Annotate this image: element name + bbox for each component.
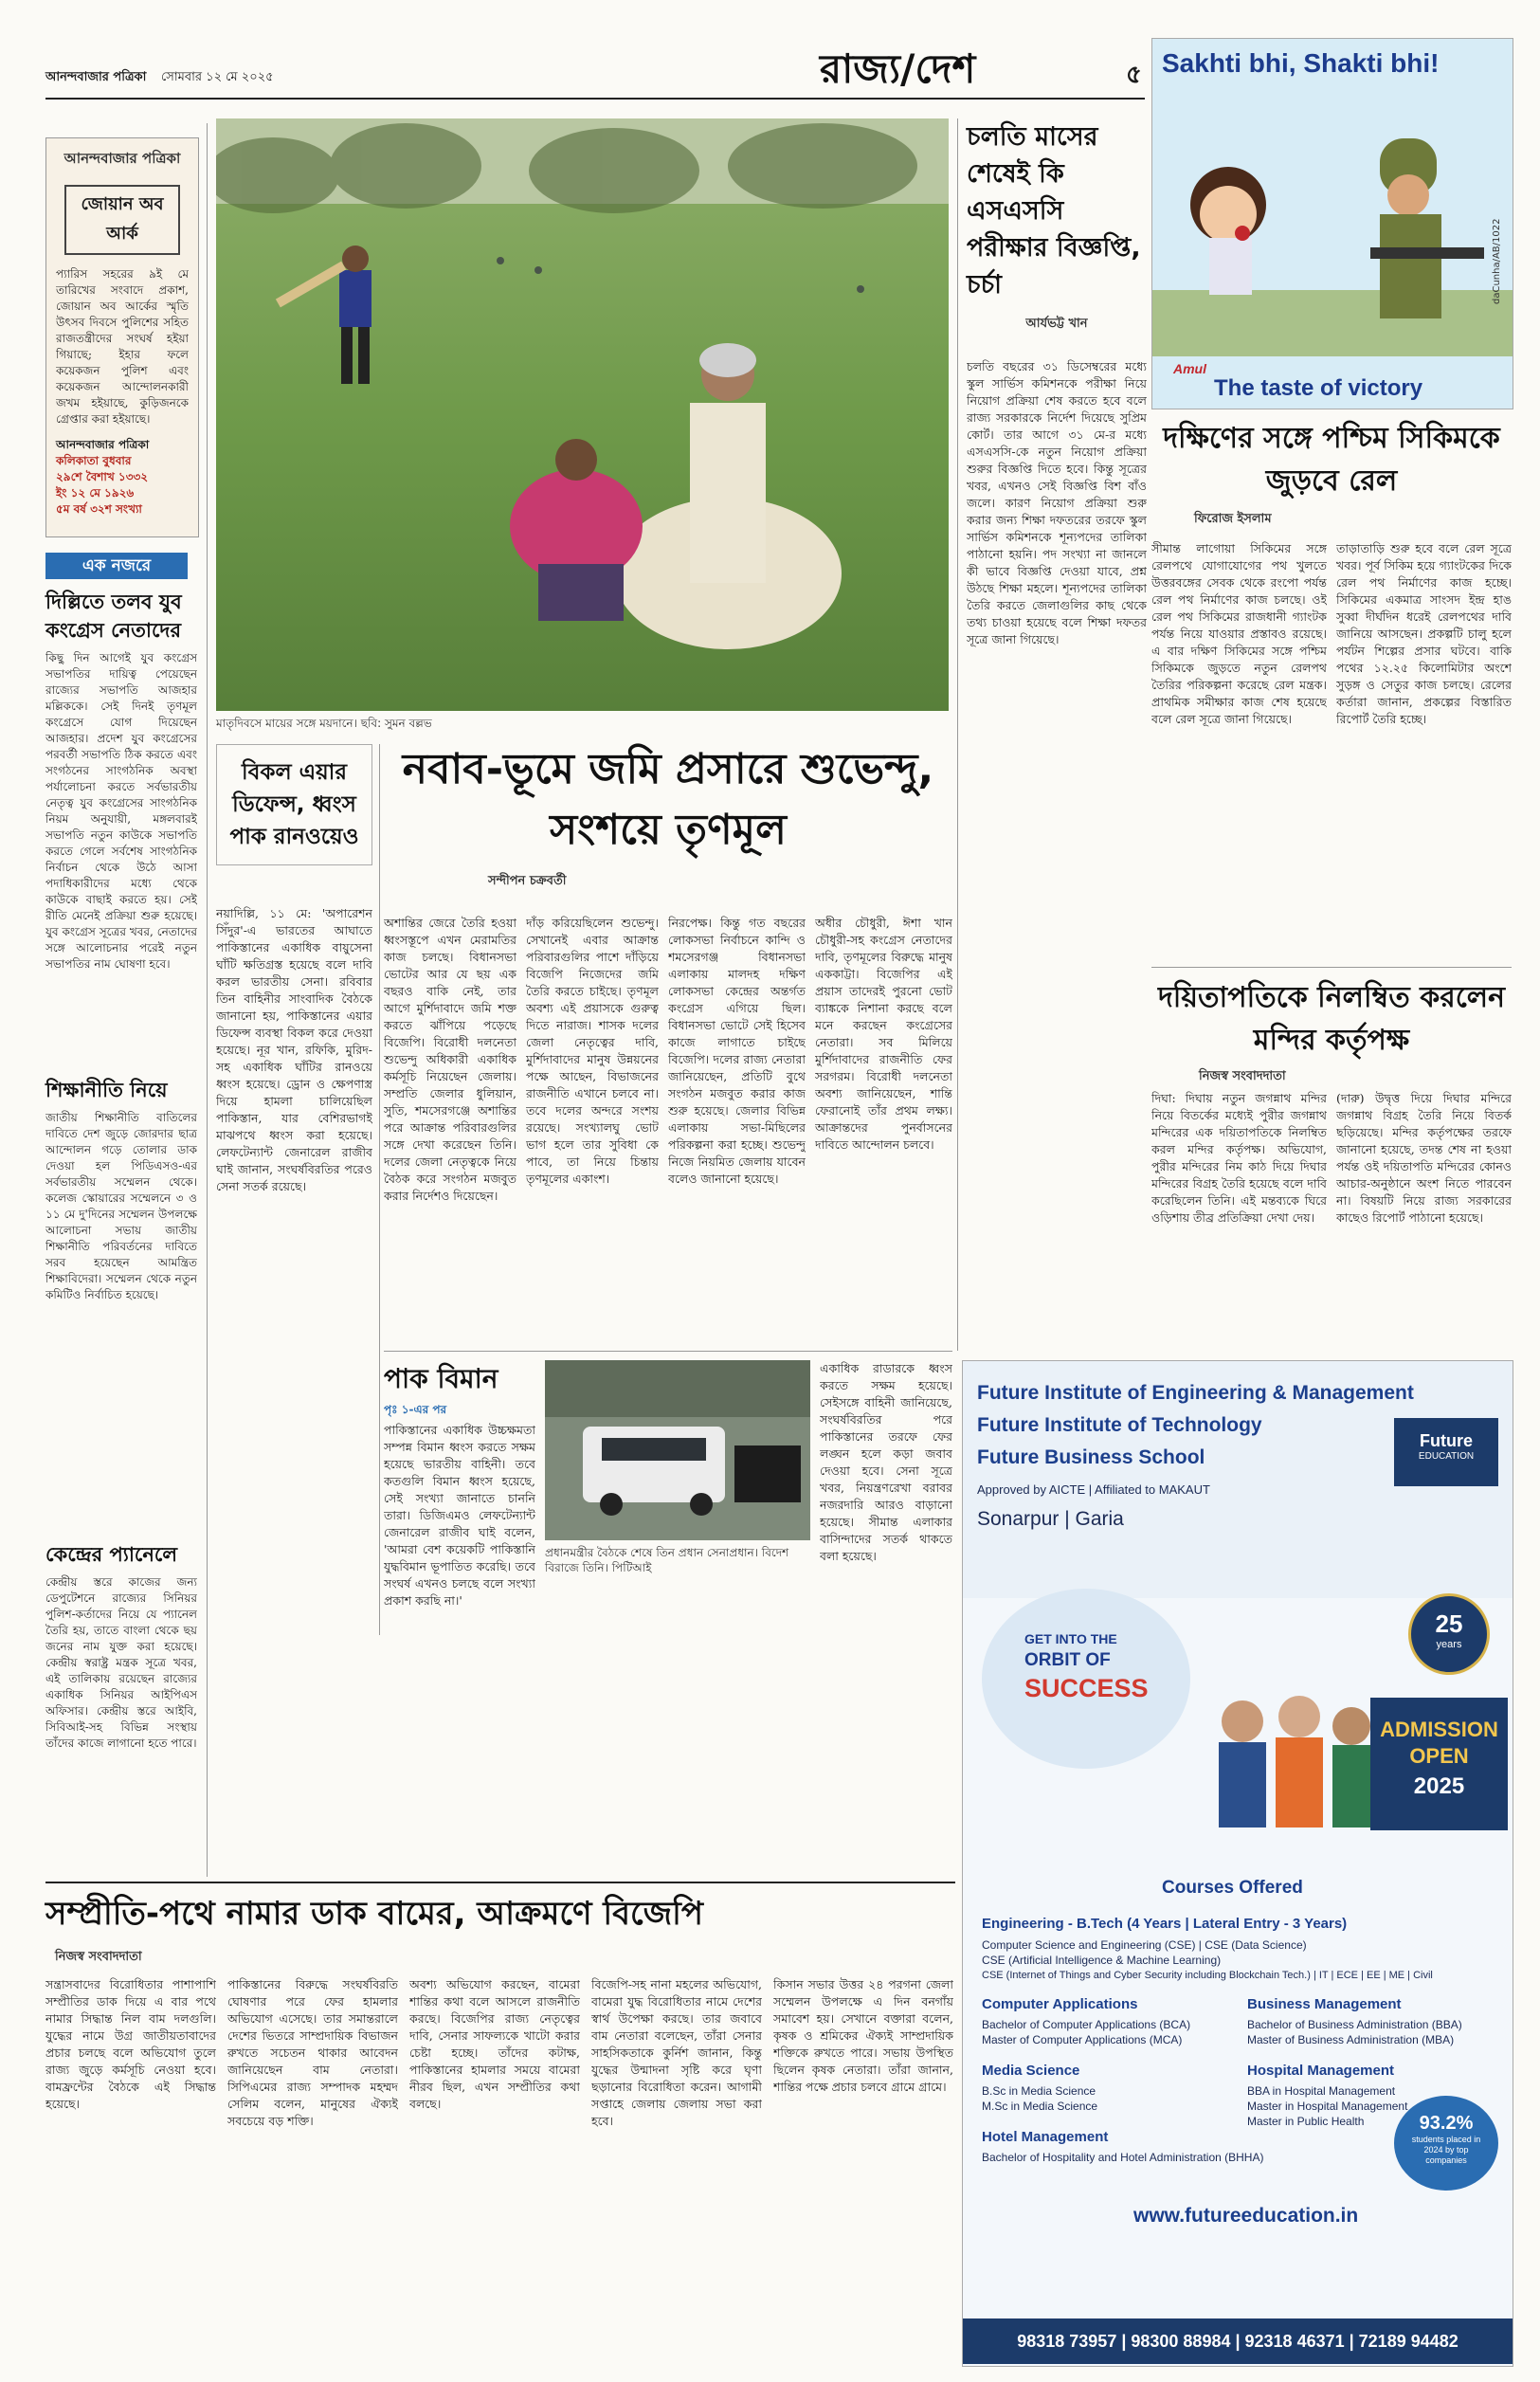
amul-tagline: The taste of victory: [1214, 375, 1423, 401]
courses-title: Courses Offered: [1162, 1878, 1303, 1898]
lead-bottom-rule: [384, 1351, 952, 1352]
bottom-story: [45, 1891, 955, 1968]
temple-story: [1151, 976, 1512, 1087]
ssc-story: [967, 118, 1147, 335]
brief-1-text: কিছু দিন আগেই যুব কংগ্রেস সভাপতির দায়িত্ব পেয়েছেন রাজ্যের সভাপতি আজহার মল্লিককে। সেই দিনই তৃণমূল কংগ্রেসে যোগ দিয়েছেন আজহার। প্রদেশ যুব কংগ্রেসের পরবর্তী সভাপতি ঠিক করতে এবং সংগঠনের সাংগঠনিক অবস্থা পর্যালোচনা করতে সর্বভারতীয় নেতৃত্ব যুব কংগ্রেসের সাংগঠনিক নিয়ম অনুযায়ী, মঙ্গলবারই সভাপতি নতুন কাউকে সভাপতি করতে গেলে সর্বশেষ সাংগঠনিক নির্বাচন থেকে উঠে আসা পদাধিকারীদের মধ্যে থেকে কাউকে বাছাই করতে হয়। সেই রীতি মেনেই প্রক্রিয়া শুরু হয়েছে। যুব কংগ্রেস সূত্রের খবর, নেতাদের সঙ্গে আলোচনার পরেই নতুন সভাপতির নাম ঘোষণা হবে।: [45, 651, 197, 971]
rail-col-2: তাড়াতাড়ি শুরু হবে বলে রেল সূত্রে খবর। পূর্ব সিকিম হয়ে গ্যাংটকের দিকে রেল পথ নির্মাণের কাজ হচ্ছে। সিকিমের একমাত্র সাংসদ ইন্দ্র হাঙ সুব্বা দীর্ঘদিন ধরেই রেলপথের দাবি জানিয়ে আসছেন। প্রকল্পটি চালু হলে পর্যটন শিল্পের প্রসার ঘটবে। বাকি পথের ১২.২৫ কিলোমিটার অংশে সুড়ঙ্গ ও সেতুর কাজ চলছে। রেলের কর্তারা জানান, প্রকল্পের বিস্তারিত রিপোর্ট তৈরি হচ্ছে।: [1336, 541, 1512, 726]
future-logo: [1394, 1418, 1498, 1486]
anniversary-badge: [1408, 1593, 1490, 1675]
ek-nojore-tag: এক নজরে: [45, 553, 188, 579]
rail-byline: ফিরোজ ইসলাম: [1194, 512, 1272, 526]
students-image: [1205, 1683, 1375, 1835]
admission-year: 2025: [1413, 1773, 1465, 1799]
orbit-text-1: GET INTO THE: [1024, 1631, 1117, 1646]
future-logo-sub: EDUCATION: [1418, 1451, 1475, 1462]
archive-heading: জোয়ান অব আর্ক: [64, 185, 180, 255]
lead-col-4: অধীর চৌধুরী, ঈশা খান চৌধুরী-সহ কংগ্রেস নেতাদের দাবি, তৃণমূলের বিরুদ্ধে মানুষ এককাট্টা। বিজেপির এই প্রয়াস তাদেরই পুরনো ভোট ব্যাঙ্ককে নিশানা করছে বলে মনে করছেন কংগ্রেসের নেতারা। সব মিলিয়ে মুর্শিদাবাদের রাজনীতি ফের সরগরম। বিরোধী দলনেতা অবশ্য জানিয়েছেন, শান্তি ফেরানোই তাঁর প্রথম লক্ষ্য। আক্রান্তদের পুনর্বাসনের দাবিতে আন্দোলন চলবে।: [815, 916, 952, 1152]
lead-byline: সন্দীপন চক্রবর্তী: [488, 874, 567, 888]
lead-story: [384, 739, 952, 892]
bottom-col-3: অবশ্য অভিযোগ করছেন, বামেরা শান্তির কথা বলে আসলে রাজনীতি করছে। বিজেপির রাজ্য নেতৃত্বের দাবি, সেনার সাফল্যকে খাটো করার চেষ্টা হচ্ছে। তাঁদের কটাক্ষ, পাকিস্তানের হামলার সময়ে বামেরা নীরব ছিল, এখন সম্প্রীতির কথা বলছে।: [409, 1977, 580, 2111]
course-ms-2: M.Sc in Media Science: [982, 2100, 1098, 2113]
admission-label: ADMISSION OPEN: [1380, 1718, 1498, 1768]
course-ca-1: Bachelor of Computer Applications (BCA): [982, 2018, 1191, 2031]
course-hm-3: Master in Public Health: [1247, 2115, 1365, 2128]
lead-col-3: নিরপেক্ষ। কিন্তু গত বছরের লোকসভা নির্বাচনে কান্দি ও শমসেরগঞ্জ বিধানসভা এলাকায় মালদহ দক্ষিণ লোকসভা কেন্দ্রের অন্তর্গত কংগ্রেস এগিয়ে ছিল। বিধানসভা ভোটে সেই হিসেব কাজে লাগাতে চাইছে বিজেপি। দলের রাজ্য নেতারা জানিয়েছেন, প্রতিটি বুথে সংগঠন মজবুত করার কাজ শুরু হয়েছে। জেলার বিভিন্ন এলাকায় সভা-মিছিলের পরিকল্পনা করা হচ্ছে। শুভেন্দু নিজে নিয়মিত জেলায় যাবেন বলেও জানানো হয়েছে।: [668, 916, 806, 1186]
orbit-text-2: ORBIT OF: [1024, 1650, 1111, 1670]
lead-col-2: দাঁড় করিয়েছিলেন শুভেন্দু। সেখানেই এবার আক্রান্ত পরিবারগুলির পাশে দাঁড়িয়ে বিজেপি নিজেদের জমি তৈরি করতে চাইছে। তৃণমূল অবশ্য এই প্রয়াসকে গুরুত্ব দিতে নারাজ। শাসক দলের জেলা নেতৃত্বের দাবি, মুর্শিদাবাদের মানুষ উন্নয়নের পক্ষে আছেন, বিভাজনের রাজনীতি এখানে চলবে না। তবে দলের অন্দরে সংশয় রয়েছে। সংখ্যালঘু ভোট ভাগ হলে তার সুবিধা কে পাবে, তা নিয়ে চিন্তায় তৃণমূলের একাংশ।: [526, 916, 659, 1186]
future-website[interactable]: www.futureeducation.in: [1133, 2205, 1359, 2227]
course-bm-1: Bachelor of Business Administration (BBA): [1247, 2018, 1462, 2031]
future-logo-text: Future: [1420, 1431, 1473, 1450]
brief-3: [45, 1540, 197, 1859]
pak-headline: পাক বিমান: [384, 1363, 498, 1394]
archive-footer-1: আনন্দবাজার পত্রিকা: [56, 438, 150, 451]
park-scene-image: [216, 118, 949, 711]
temple-col-2: (দারু) উদ্বৃত্ত দিয়ে দিঘার মন্দিরে জগন্নাথ বিগ্রহ তৈরি নিয়ে বিতর্ক ছড়িয়েছে। মন্দির কর্তৃপক্ষের তরফে জানানো হয়েছে, তদন্ত শেষ না হওয়া পর্যন্ত ওই দয়িতাপতি মন্দিরের কোনও আচার-অনুষ্ঠানে অংশ নিতে পারবেন না। বিষয়টি নিয়ে রাজ্য সরকারের কাছেও রিপোর্ট পাঠানো হয়েছে।: [1336, 1091, 1512, 1225]
brief-2-headline: শিক্ষানীতি নিয়ে: [45, 1079, 168, 1101]
amul-ad: [1151, 38, 1513, 409]
rail-story: [1151, 417, 1512, 530]
paper-name: আনন্দবাজার পত্রিকা: [45, 70, 147, 84]
badge-number: 25: [1435, 1609, 1463, 1638]
course-eng-3: CSE (Internet of Things and Cyber Security including Blockchain Tech.) | IT | ECE | EE | ME | Civil: [982, 1970, 1433, 1981]
brief-3-text: কেন্দ্রীয় স্তরে কাজের জন্য ডেপুটেশনে রাজ্যের সিনিয়র পুলিশ-কর্তাদের নিয়ে যে প্যানেল তৈরি হয়, তাতে বাংলা থেকে ছয় জনের নাম যুক্ত করা হয়েছে। কেন্দ্রীয় স্বরাষ্ট্র মন্ত্রক সূত্রে খবর, এই তালিকায় রয়েছেন রাজ্যের একাধিক সিনিয়র আইপিএস অফিসার। কেন্দ্রীয় স্তরে আইবি, সিবিআই-সহ বিভিন্ন সংস্থায় তাঁদের কাজে লাগানো হতে পারে।: [45, 1575, 197, 1750]
badge-text: years: [1436, 1639, 1462, 1650]
top-photo: [216, 118, 949, 711]
course-hotel-1: Bachelor of Hospitality and Hotel Administration (BHHA): [982, 2151, 1264, 2164]
bottom-col-5: কিসান সভার উত্তর ২৪ পরগনা জেলা সম্মেলন উপলক্ষে এ দিন বনগাঁয় সমাবেশ হয়। সেখানে বক্তারা বলেন, কৃষক ও শ্রমিকের ঐক্যই সাম্প্রদায়িক শক্তিকে রুখতে পারে। সভায় উপস্থিত ছিলেন কৃষক নেতারা। তাঁরা জানান, শান্তির পক্ষে প্রচার চলবে গ্রামে গ্রামে।: [773, 1977, 953, 2094]
course-hotel: Hotel Management: [982, 2129, 1109, 2145]
future-header: [963, 1361, 1513, 1598]
amul-logo: Amul: [1173, 361, 1206, 376]
course-ms: Media Science: [982, 2063, 1080, 2079]
orbit-text-3: SUCCESS: [1024, 1674, 1149, 1702]
future-line-2: Future Institute of Technology: [977, 1414, 1262, 1436]
course-hm-2: Master in Hospital Management: [1247, 2100, 1408, 2113]
bottom-byline: নিজস্ব সংবাদদাতা: [55, 1950, 142, 1964]
ssc-headline: চলতি মাসের শেষেই কি এসএসসি পরীক্ষার বিজ্ঞপ্তি, চর্চা: [967, 122, 1141, 300]
course-eng-2: CSE (Artificial Intelligence & Machine Learning): [982, 1954, 1222, 1967]
lead-col-1: অশান্তির জেরে তৈরি হওয়া ধ্বংসস্তূপে এখন মেরামতির কাজ চলছে। বিধানসভা ভোটের আর যে ছয় এক বছরও বাকি নেই, তার আগে মুর্শিদাবাদে জমি শক্ত করতে ঝাঁপিয়ে পড়েছে বিজেপি। বিরোধী দলনেতা শুভেন্দু অধিকারী একাধিক কর্মসূচি নিয়েছেন জেলায়। সম্প্রতি জেলার ধুলিয়ান, সুতি, শমসেরগঞ্জে অশান্তির পরে আক্রান্ত পরিবারগুলির সঙ্গে দেখা করেছেন তিনি। দলের জেলা নেতৃত্বকে নিয়ে বৈঠক করে সংগঠন মজবুত করার নির্দেশও দিয়েছেন।: [384, 916, 516, 1203]
amul-cartoon: [1152, 91, 1513, 356]
archive-footer-3: ২৯শে বৈশাখ ১৩৩২: [56, 470, 149, 483]
bottom-col-2: পাকিস্তানের বিরুদ্ধে সংঘর্ষবিরতি ঘোষণার পরে ফের হামলার অভিযোগ এসেছে। তার সমান্তরালে দেশের ভিতরে সাম্প্রদায়িক বিভাজন রুখতে সচেতন থাকার আবেদন জানিয়েছেন বাম নেতারা। সিপিএমের রাজ্য সম্পাদক মহম্মদ সেলিম বলেন, মানুষের ঐক্যই সবচেয়ে বড় শক্তি।: [227, 1977, 398, 2128]
placement-text: students placed in 2024 by top companies: [1411, 2135, 1481, 2165]
brief-2-text: জাতীয় শিক্ষানীতি বাতিলের দাবিতে দেশ জুড়ে জোরদার ছাত্র আন্দোলন গড়ে তোলার ডাক দেওয়া হল পিডিএসও-এর সর্বভারতীয় সম্মেলন থেকে। কলেজ স্কোয়ারের সম্মেলনে ৩ ও ১১ মে দু'দিনের সম্মেলন উপলক্ষে আলোচনা সভায় জাতীয় শিক্ষানীতি পরিবর্তনের দাবিতে সরব হয়েছেন আমন্ত্রিত শিক্ষাবিদেরা। সম্মেলন থেকে নতুন কমিটিও নির্বাচিত হয়েছে।: [45, 1111, 197, 1301]
pak-col-3: একাধিক রাডারকে ধ্বংস করতে সক্ষম হয়েছে। সেইসঙ্গে বাহিনী জানিয়েছে, সংঘর্ষবিরতির পরে পাকিস্তানের তরফে ফের লঙ্ঘন হলে কড়া জবাব দেওয়া হবে। সেনা সূত্রে খবর, নিয়ন্ত্রণরেখা বরাবর নজরদারি আরও বাড়ানো হয়েছে। সীমান্ত এলাকার বাসিন্দাদের সতর্ক থাকতে বলা হয়েছে।: [820, 1361, 952, 1563]
lead-headline: নবাব-ভূমে জমি প্রসারে শুভেন্দু, সংশয়ে তৃণমূল: [402, 745, 934, 854]
archive-footer: [56, 437, 189, 518]
course-bm-2: Master of Business Administration (MBA): [1247, 2033, 1455, 2046]
mid-divider: [379, 744, 380, 1635]
pak-continued: পৃঃ ১-এর পর: [384, 1403, 447, 1416]
bottom-col-1: সন্ত্রাসবাদের বিরোধিতার পাশাপাশি সম্প্রীতির ডাক দিয়ে এ বার পথে নামার সিদ্ধান্ত নিল বাম দলগুলি। যুদ্ধের নামে উগ্র জাতীয়তাবাদের প্রচার চলছে বলে অভিযোগ তুলে রাজ্য জুড়ে কর্মসূচি নেওয়া হবে। বামফ্রন্টের বৈঠকে এই সিদ্ধান্ত হয়েছে।: [45, 1977, 216, 2111]
rail-headline: দক্ষিণের সঙ্গে পশ্চিম সিকিমকে জুড়বে রেল: [1163, 422, 1500, 498]
bottom-story-top-rule: [45, 1882, 955, 1883]
future-line-1: Future Institute of Engineering & Management: [977, 1382, 1414, 1404]
amul-headline: Sakhti bhi, Shakti bhi!: [1162, 48, 1440, 78]
future-line-3: Future Business School: [977, 1446, 1205, 1468]
future-ad: [962, 1360, 1513, 2367]
future-phones: 98318 73957 | 98300 88984 | 92318 46371 | 72189 94482: [963, 2318, 1513, 2364]
pak-story: [384, 1360, 535, 1421]
brief-1: [45, 588, 197, 1086]
ssc-col-1: চলতি বছরের ৩১ ডিসেম্বরের মধ্যে স্কুল সার্ভিস কমিশনকে পরীক্ষা নিয়ে নিয়োগ প্রক্রিয়া শেষ করতে হবে বলে রাজ্য সরকারকে নির্দেশ দিয়েছে সুপ্রিম কোর্ট। তার আগে ৩১ মে-র মধ্যে এসএসসি-কে নতুন নিয়োগ প্রক্রিয়া শুরুর বিজ্ঞপ্তি দিতে হবে। কিন্তু সূত্রের খবর, এখনও সেই বিজ্ঞপ্তি বিশ বাঁও জলে। কারণ নিয়োগ প্রক্রিয়া শুরু করার জন্য শিক্ষা দফতরের তরফে স্কুল সার্ভিস কমিশনকে শূন্যপদের তালিকা পাঠানো হয়নি। পদ সংখ্যা না জানলে কী ভাবে বিজ্ঞপ্তি দেওয়া যাবে, প্রশ্ন উঠছে শিক্ষা মহলে। শূন্যপদের তালিকা তৈরি করতে জেলাগুলির কাছ থেকে তথ্য চাওয়া হয়েছে বলে শিক্ষা দফতর সূত্রে জানা গিয়েছে।: [967, 359, 1147, 646]
pak-col-1: পাকিস্তানের একাধিক উচ্চক্ষমতা সম্পন্ন বিমান ধ্বংস করতে সক্ষম হয়েছে ভারতীয় বাহিনী। তবে কতগুলি বিমান ধ্বংস হয়েছে, সেই সংখ্যা জানাতে চাননি তারা। ডিজিএমও লেফটেন্যান্ট জেনারেল রাজীব ঘাই বলেন, 'আমরা বেশ কয়েকটি পাকিস্তানি যুদ্ধবিমান ভূপাতিত করেছি। তবে সংঘর্ষ এখনও চলছে বলে সংখ্যা প্রকাশ করছি না।': [384, 1423, 535, 1608]
top-photo-caption: মাতৃদিবসে মায়ের সঙ্গে ময়দানে। ছবি: সুমন বল্লভ: [216, 717, 432, 730]
course-bm: Business Management: [1247, 1996, 1402, 2012]
rail-col-1: সীমান্ত লাগোয়া সিকিমের সঙ্গে রেলপথে যোগাযোগের পথ খুলতে উত্তরবঙ্গের সেবক থেকে রংপো পর্যন্ত রেল পথ নির্মাণের কাজ চলছে। ওই রেল পথ সিকিমের রাজধানী গ্যাংটক পর্যন্ত নিয়ে যাওয়ার প্রস্তাবও রয়েছে। এ বার দক্ষিণ সিকিমের সঙ্গে পশ্চিম সিকিমকে জুড়তে নতুন রেলপথ তৈরির পরিকল্পনা করেছে রেল মন্ত্রক। প্রাথমিক সমীক্ষার কাজ শেষ হয়েছে বলে রেল সূত্রে জানা গিয়েছে।: [1151, 541, 1327, 726]
bottom-headline: সম্প্রীতি-পথে নামার ডাক বামের, আক্রমণে বিজেপি: [45, 1895, 703, 1933]
airdefence-text: নয়াদিল্লি, ১১ মে: 'অপারেশন সিঁদুর'-এ ভারতের আঘাতে পাকিস্তানের একাধিক বায়ুসেনা ঘাঁটি ক্ষতিগ্রস্ত হয়েছে বলে দাবি করল ভারতীয় সেনা। রবিবার তিন বাহিনীর সাংবাদিক বৈঠকে জানানো হয়, পাকিস্তানের এয়ার ডিফেন্স ব্যবস্থা বিকল করে দেওয়া হয়েছে। নূর খান, রফিকি, মুরিদ-সহ একাধিক ঘাঁটির রানওয়ে ধ্বংস হয়েছে। ড্রোন ও ক্ষেপণাস্ত্র দিয়ে হামলা চালিয়েছিল পাকিস্তান, যার বেশিরভাগই মাঝপথে ধ্বংস করা হয়েছে। লেফটেন্যান্ট জেনারেল রাজীব ঘাই জানান, সংঘর্ষবিরতির পরেও সেনা সতর্ক রয়েছে।: [216, 906, 372, 1193]
course-hm: Hospital Management: [1247, 2063, 1395, 2079]
photo-divider: [957, 118, 958, 1351]
archive-text: প্যারিস সহরের ৯ই মে তারিখের সংবাদে প্রকাশ, জোয়ান অব আর্কের স্মৃতি উৎসব দিবসে পুলিশের সহিত রাজতন্ত্রীদের সংঘর্ষ হইয়া গিয়াছে; ইহার ফলে কয়েকজন পুলিশ এবং কয়েকজন আন্দোলনকারী জখম হইয়াছে, কুড়িজনকে গ্রেপ্তার করা হইয়াছে।: [56, 267, 189, 426]
course-eng-1: Computer Science and Engineering (CSE) | CSE (Data Science): [982, 1938, 1307, 1952]
archive-logo: আনন্দবাজার পত্রিকা: [63, 150, 181, 167]
temple-byline: নিজস্ব সংবাদদাতা: [1199, 1069, 1286, 1083]
airdefence-story: [216, 744, 372, 865]
temple-headline: দয়িতাপতিকে নিলম্বিত করলেন মন্দির কর্তৃপক্ষ: [1157, 981, 1506, 1057]
bottom-col-4: বিজেপি-সহ নানা মহলের অভিযোগ, বামেরা যুদ্ধ বিরোধিতার নামে দেশের স্বার্থ উপেক্ষা করছে। তার জবাবে বাম নেতারা বলেছেন, তাঁরা সেনার সাহসিকতাকে কুর্নিশ জানান, কিন্তু যুদ্ধের উন্মাদনা সৃষ্টি করে ঘৃণা ছড়ানোর বিরোধিতা করেন। আগামী সপ্তাহে জেলায় জেলায় সভা করা হবে।: [591, 1977, 762, 2128]
admission-box: [1370, 1698, 1508, 1830]
brief-3-headline: কেন্দ্রের প্যানেলে: [45, 1543, 177, 1566]
amul-credit: daCunha/AB/1022: [1492, 218, 1502, 304]
course-ca-2: Master of Computer Applications (MCA): [982, 2033, 1183, 2046]
pak-photo-caption: প্রধানমন্ত্রীর বৈঠকে শেষে তিন প্রধান সেনাপ্রধান। বিদেশ বিরাজে তিনি। পিটিআই: [545, 1546, 789, 1574]
left-column-divider: [207, 123, 208, 1877]
page-number: ৫: [1126, 61, 1142, 89]
airdefence-headline: বিকল এয়ার ডিফেন্স, ধ্বংস পাক রানওয়েও: [216, 744, 372, 865]
masthead-rule: [45, 98, 1145, 100]
course-hm-1: BBA in Hospital Management: [1247, 2084, 1396, 2098]
placement-badge: [1394, 2096, 1498, 2191]
archive-box: [45, 137, 199, 537]
course-engineering: Engineering - B.Tech (4 Years | Lateral Entry - 3 Years): [982, 1916, 1348, 1932]
temple-col-1: দিঘা: দিঘায় নতুন জগন্নাথ মন্দির নিয়ে বিতর্কের মধ্যেই পুরীর জগন্নাথ মন্দিরের এক দয়িতাপতিকে নিলম্বিত করল মন্দির কর্তৃপক্ষ। অভিযোগ, পুরীর মন্দিরের নিম কাঠ দিয়ে দিঘার মন্দিরের বিগ্রহ তৈরি হয়েছে বলে দাবি করেছিলেন তিনি। এই মন্তব্যকে ঘিরে ওড়িশায় তীব্র প্রতিক্রিয়া দেখা দেয়।: [1151, 1091, 1327, 1225]
section-title: রাজ্য/দেশ: [820, 45, 976, 92]
archive-footer-5: ৫ম বর্ষ ৩২শ সংখ্যা: [56, 502, 142, 516]
placement-percent: 93.2%: [1419, 2113, 1474, 2134]
date-line: সোমবার ১২ মে ২০২৫: [161, 70, 274, 84]
future-locations: Sonarpur | Garia: [977, 1508, 1124, 1530]
archive-footer-2: কলিকাতা বুধবার: [56, 454, 132, 467]
brief-2: [45, 1076, 197, 1527]
archive-footer-4: ইং ১২ মে ১৯২৬: [56, 486, 135, 500]
future-approval: Approved by AICTE | Affiliated to MAKAUT: [977, 1482, 1210, 1497]
orbit-graphic: [982, 1589, 1228, 1778]
course-ca: Computer Applications: [982, 1996, 1138, 2012]
rail-divider: [1151, 967, 1512, 968]
course-ms-1: B.Sc in Media Science: [982, 2084, 1096, 2098]
pak-photo: [545, 1360, 810, 1540]
brief-1-headline: দিল্লিতে তলব যুব কংগ্রেস নেতাদের: [45, 591, 182, 642]
ssc-byline: আর্যভট্ট খান: [1025, 317, 1088, 331]
motorcade-image: [545, 1360, 810, 1540]
